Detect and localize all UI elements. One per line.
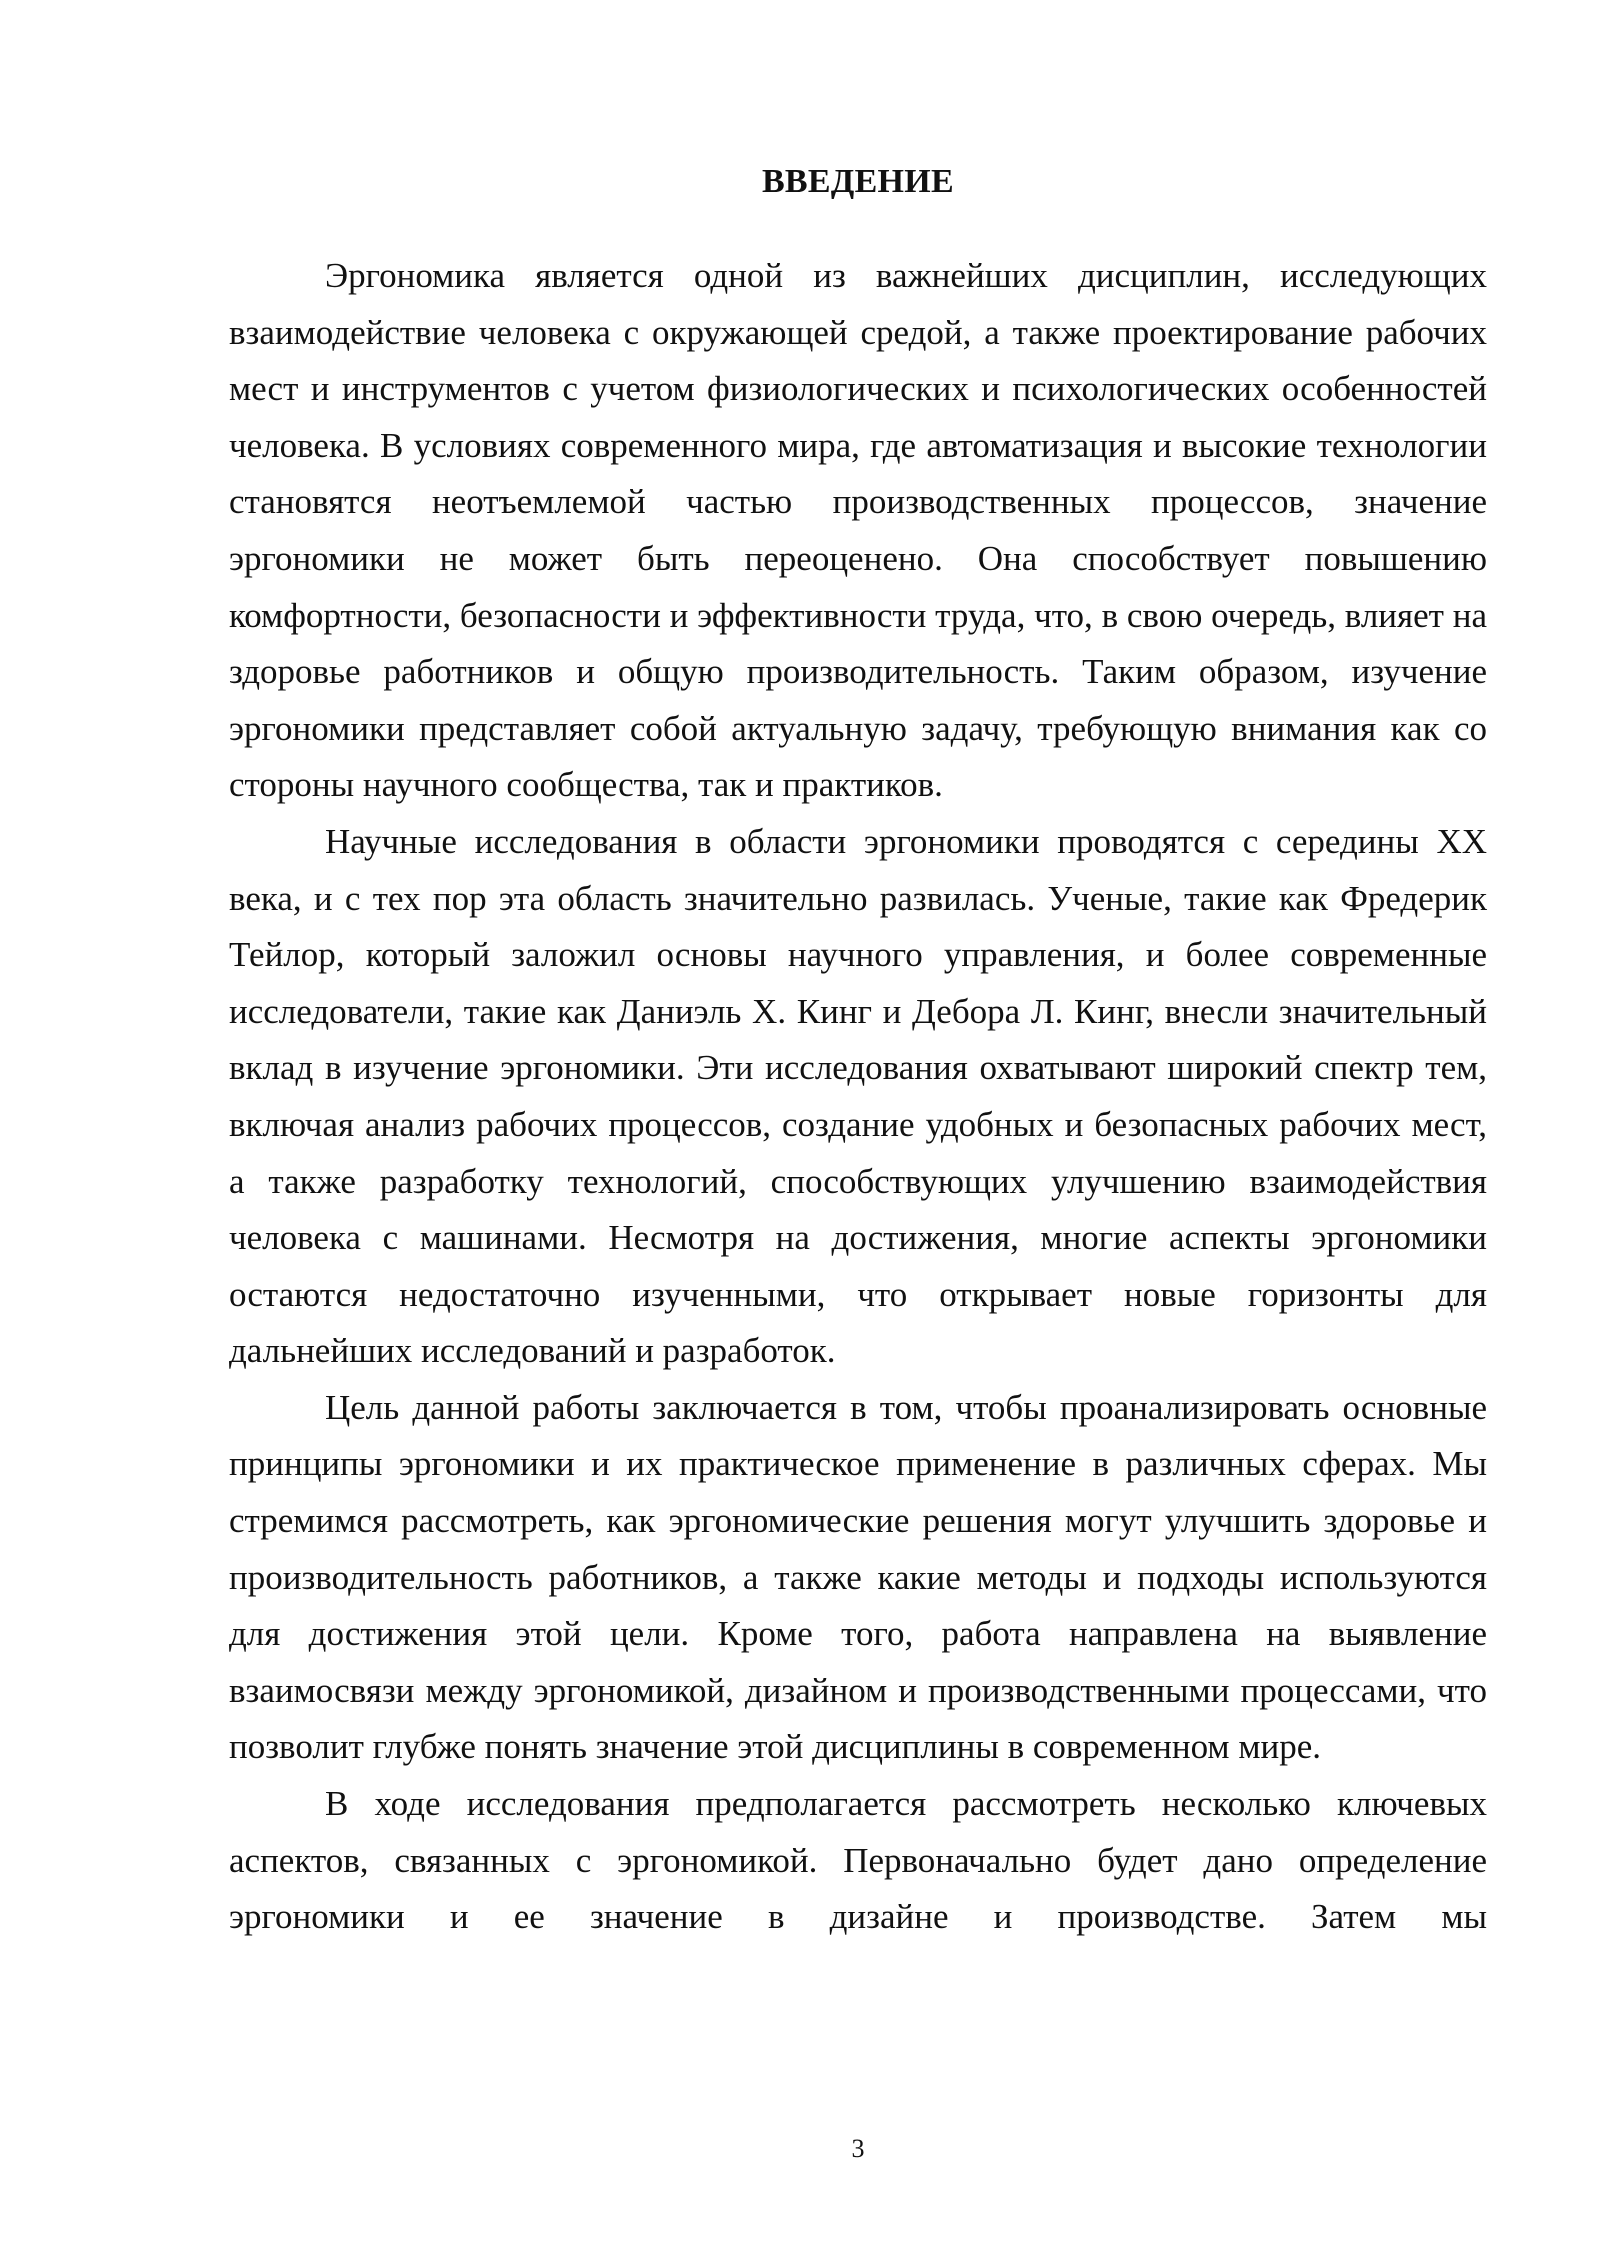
paragraph: В ходе исследования предполагается рассмотреть несколько ключевых аспектов, связанных с эргономикой. Первоначально будет дано определение эргономики и ее значение в дизайне и производстве. Затем мы [229,1784,1487,1937]
body-text [229,248,1487,1946]
paragraph: Эргономика является одной из важнейших дисциплин, исследующих взаимодействие человека с окружающей средой, а также проектирование рабочих мест и инструментов с учетом физиологических и психологических особенностей человека. В условиях современного мира, где автоматизация и высокие технологии становятся неотъемлемой частью производственных процессов, значение эргономики не может быть переоценено. Она способствует повышению комфортности, безопасности и эффективности труда, что, в свою очередь, влияет на здоровье работников и общую производительность. Таким образом, изучение эргономики представляет собой актуальную задачу, требующую внимания как со стороны научного сообщества, так и практиков. [229,256,1487,805]
paragraph: Научные исследования в области эргономики проводятся с середины XX века, и с тех пор эта область значительно развилась. Ученые, такие как Фредерик Тейлор, который заложил основы научного управления, и более современные исследователи, такие как Даниэль Х. Кинг и Дебора Л. Кинг, внесли значительный вклад в изучение эргономики. Эти исследования охватывают широкий спектр тем, включая анализ рабочих процессов, создание удобных и безопасных рабочих мест, а также разработку технологий, способствующих улучшению взаимодействия человека с машинами. Несмотря на достижения, многие аспекты эргономики остаются недостаточно изученными, что открывает новые горизонты для дальнейших исследований и разработок. [229,821,1487,1371]
page-number: 3 [851,2134,865,2163]
section-heading: ВВЕДЕНИЕ [761,163,955,200]
paragraph: Цель данной работы заключается в том, чтобы проанализировать основные принципы эргономики и их практическое применение в различных сферах. Мы стремимся рассмотреть, как эргономические решения могут улучшить здоровье и производительность работников, а также какие методы и подходы используются для достижения этой цели. Кроме того, работа направлена на выявление взаимосвязи между эргономикой, дизайном и производственными процессами, что позволит глубже понять значение этой дисциплины в современном мире. [229,1387,1487,1767]
